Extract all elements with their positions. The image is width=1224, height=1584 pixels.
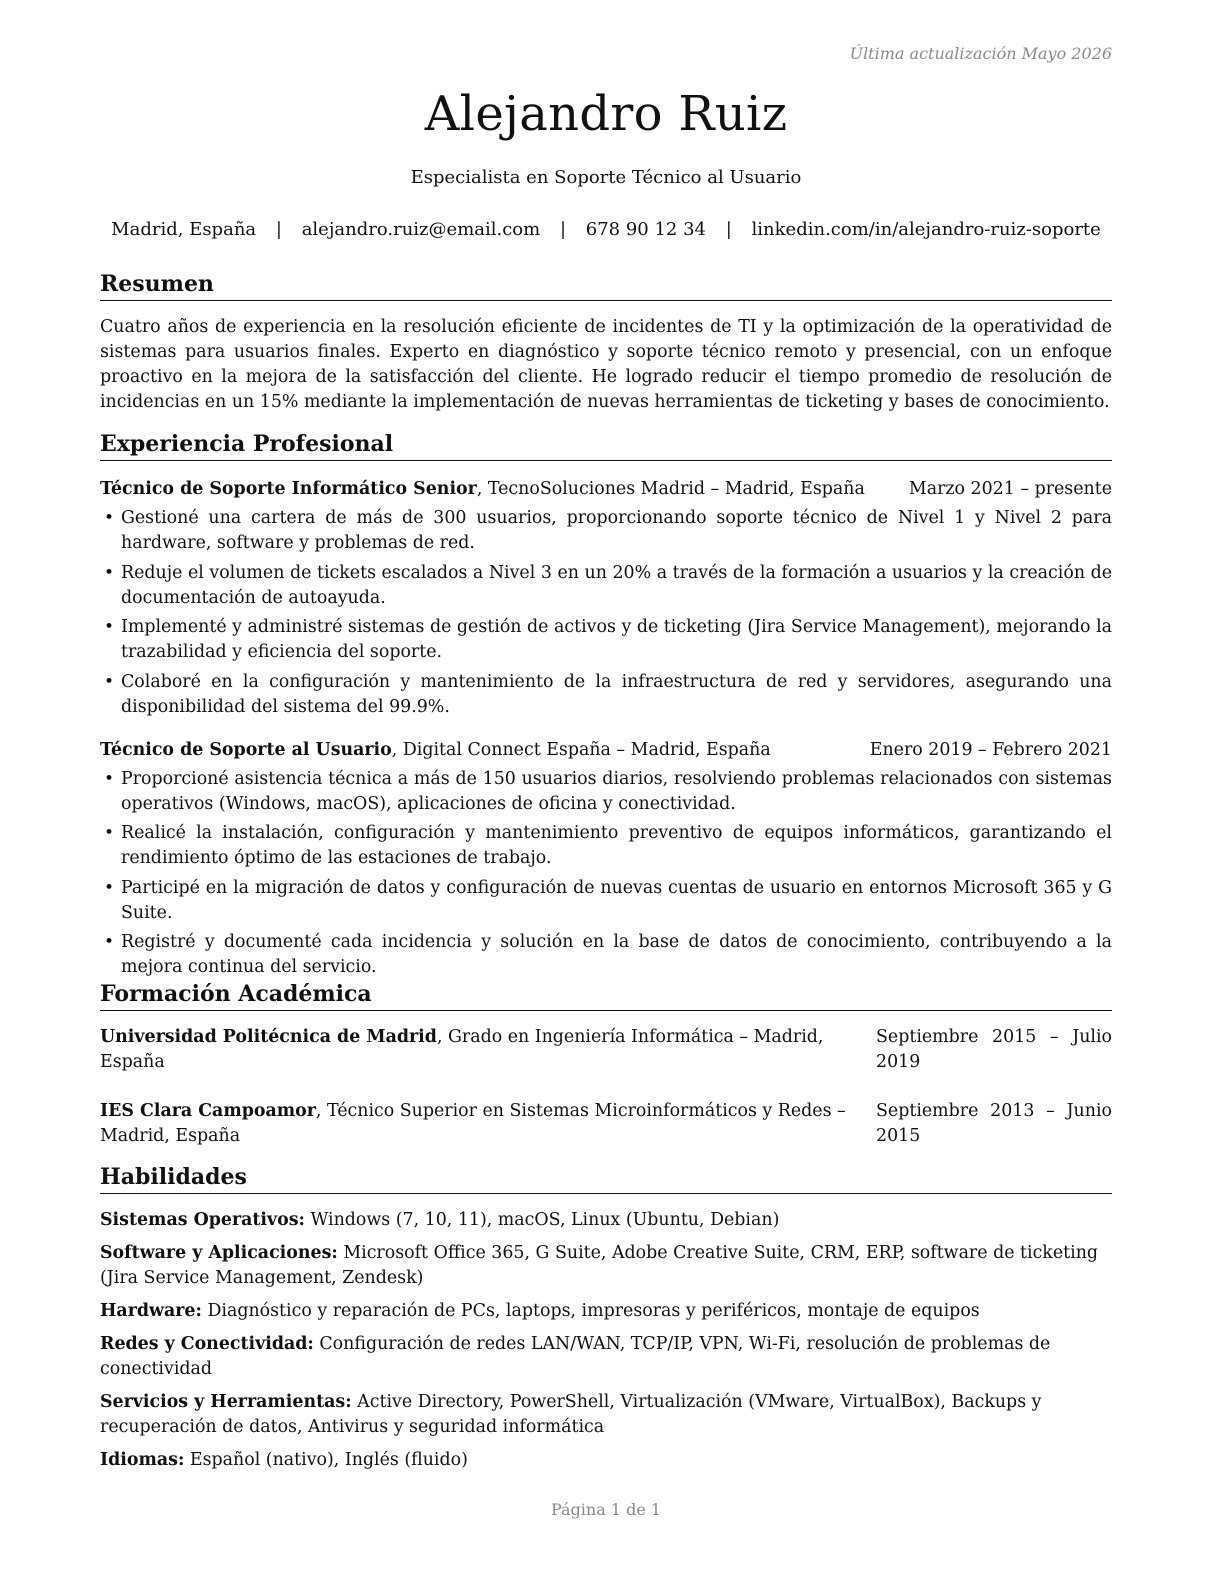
job-header [100, 477, 1112, 502]
education-entry [100, 1099, 1112, 1149]
job-dates: Marzo 2021 – presente [908, 479, 1112, 499]
education-section [100, 980, 1112, 1149]
experience-section [100, 430, 1112, 985]
separator: | [725, 219, 732, 240]
section-title-summary: Resumen [100, 270, 1112, 301]
skill-item [100, 1299, 1112, 1324]
job-bullets [100, 767, 1112, 981]
skill-item [100, 1448, 1112, 1473]
skill-label: Software y Aplicaciones: [100, 1243, 338, 1263]
skills-section [100, 1163, 1112, 1481]
contact-linkedin[interactable]: linkedin.com/in/alejandro-ruiz-soporte [751, 219, 1101, 240]
summary-section [100, 270, 1112, 415]
list-item [100, 506, 1112, 556]
job-header [100, 738, 1112, 763]
education-detail: , Técnico Superior en Sistemas Microinformáticos y Redes – Madrid, España [100, 1101, 846, 1146]
bullet-text: Realicé la instalación, configuración y mantenimiento preventivo de equipos informáticos, garantizando el rendimiento óptimo de las estaciones de trabajo. [121, 823, 1112, 868]
skill-value: Microsoft Office 365, G Suite, Adobe Creative Suite, CRM, ERP, software de ticketing (Jira Service Management, Zendesk) [100, 1243, 1099, 1288]
bullet-icon: • [104, 823, 115, 843]
contact-email[interactable]: alejandro.ruiz@email.com [301, 219, 541, 240]
job-role: Técnico de Soporte al Usuario [100, 739, 392, 760]
skill-value: Windows (7, 10, 11), macOS, Linux (Ubuntu, Debian) [304, 1210, 780, 1230]
skill-label: Idiomas: [100, 1450, 185, 1470]
job-dates: Enero 2019 – Febrero 2021 [869, 739, 1112, 760]
job-title: Especialista en Soporte Técnico al Usuario [410, 167, 802, 188]
contact-phone: 678 90 12 34 [585, 219, 706, 240]
candidate-name: Alejandro Ruiz [424, 86, 788, 142]
skill-label: Redes y Conectividad: [100, 1334, 314, 1354]
contact-line [0, 219, 1212, 240]
skill-item [100, 1390, 1112, 1440]
job-role-company [100, 477, 865, 502]
job-role-company [100, 738, 771, 763]
job-entry [100, 477, 1112, 720]
bullet-icon: • [104, 508, 115, 528]
page-number: Página 1 de 1 [550, 1500, 662, 1519]
bullet-icon: • [104, 768, 115, 789]
bullet-text: Gestioné una cartera de más de 300 usuarios, proporcionando soporte técnico de Nivel 1 y Nivel 2 para hardware, software y problemas de red. [121, 508, 1112, 553]
job-entry [100, 738, 1112, 981]
bullet-text: Implementé y administré sistemas de gestión de activos y de ticketing (Jira Service Management), mejorando la trazabilidad y eficiencia del soporte. [121, 617, 1112, 662]
job-role: Técnico de Soporte Informático Senior [100, 479, 477, 499]
list-item [100, 615, 1112, 665]
list-item [100, 876, 1112, 926]
list-item [100, 767, 1112, 817]
summary-text: Cuatro años de experiencia en la resolución eficiente de incidentes de TI y la optimización de la operatividad de sistemas para usuarios finales. Experto en diagnóstico y soporte técnico remoto y presencial, con un enfoque proactivo en la mejora de la satisfacción del cliente. He logrado reducir el tiempo promedio de resolución de incidencias en un 15% mediante la implementación de nuevas herramientas de ticketing y bases de conocimiento. [100, 317, 1112, 412]
bullet-icon: • [104, 562, 115, 583]
last-updated: Última actualización Mayo 2026 [849, 44, 1112, 63]
education-dates: Septiembre 2015 – Julio 2019 [876, 1027, 1112, 1072]
skill-value: Configuración de redes LAN/WAN, TCP/IP, VPN, Wi-Fi, resolución de problemas de conectividad [100, 1334, 1051, 1379]
bullet-text: Registré y documenté cada incidencia y solución en la base de datos de conocimiento, contribuyendo a la mejora continua del servicio. [121, 932, 1112, 977]
section-title-education: Formación Académica [100, 980, 1112, 1011]
skill-item [100, 1208, 1112, 1233]
contact-location: Madrid, España [111, 219, 257, 240]
education-institution [100, 1099, 876, 1149]
skill-item [100, 1332, 1112, 1382]
bullet-text: Colaboré en la configuración y mantenimiento de la infraestructura de red y servidores, asegurando una disponibilidad del sistema del 99.9%. [121, 671, 1112, 717]
skills-list [100, 1208, 1112, 1473]
skill-item [100, 1241, 1112, 1291]
skill-value: Diagnóstico y reparación de PCs, laptops, impresoras y periféricos, montaje de equipos [201, 1301, 980, 1321]
bullet-text: Proporcioné asistencia técnica a más de 150 usuarios diarios, resolviendo problemas relacionados con sistemas operativos (Windows, macOS), aplicaciones de oficina y conectividad. [121, 768, 1112, 814]
job-company: , TecnoSoluciones Madrid – Madrid, España [476, 479, 865, 499]
bullet-text: Reduje el volumen de tickets escalados a Nivel 3 en un 20% a través de la formación a usuarios y la creación de documentación de autoayuda. [121, 562, 1112, 608]
job-company: , Digital Connect España – Madrid, España [391, 739, 771, 760]
bullet-icon: • [104, 877, 115, 898]
skill-label: Hardware: [100, 1301, 202, 1321]
skill-value: Español (nativo), Inglés (fluido) [184, 1450, 468, 1470]
education-institution [100, 1025, 876, 1075]
skill-value: Active Directory, PowerShell, Virtualización (VMware, VirtualBox), Backups y recuperación de datos, Antivirus y seguridad informática [100, 1392, 1042, 1437]
list-item [100, 821, 1112, 871]
list-item [100, 930, 1112, 980]
skill-label: Servicios y Herramientas: [100, 1392, 352, 1412]
education-detail: , Grado en Ingeniería Informática – Madrid, España [100, 1027, 824, 1072]
bullet-text: Participé en la migración de datos y configuración de nuevas cuentas de usuario en entornos Microsoft 365 y G Suite. [121, 877, 1112, 923]
job-bullets [100, 506, 1112, 720]
list-item [100, 561, 1112, 611]
bullet-icon: • [104, 617, 115, 637]
separator: | [275, 219, 282, 240]
bullet-icon: • [104, 671, 115, 692]
skill-label: Sistemas Operativos: [100, 1210, 305, 1230]
education-entry [100, 1025, 1112, 1075]
section-title-experience: Experiencia Profesional [100, 430, 1112, 461]
education-school: Universidad Politécnica de Madrid [100, 1027, 437, 1047]
list-item [100, 670, 1112, 720]
education-dates: Septiembre 2013 – Junio 2015 [876, 1101, 1112, 1146]
education-school: IES Clara Campoamor [100, 1101, 316, 1121]
bullet-icon: • [104, 932, 115, 952]
section-title-skills: Habilidades [100, 1163, 1112, 1194]
separator: | [559, 219, 567, 240]
